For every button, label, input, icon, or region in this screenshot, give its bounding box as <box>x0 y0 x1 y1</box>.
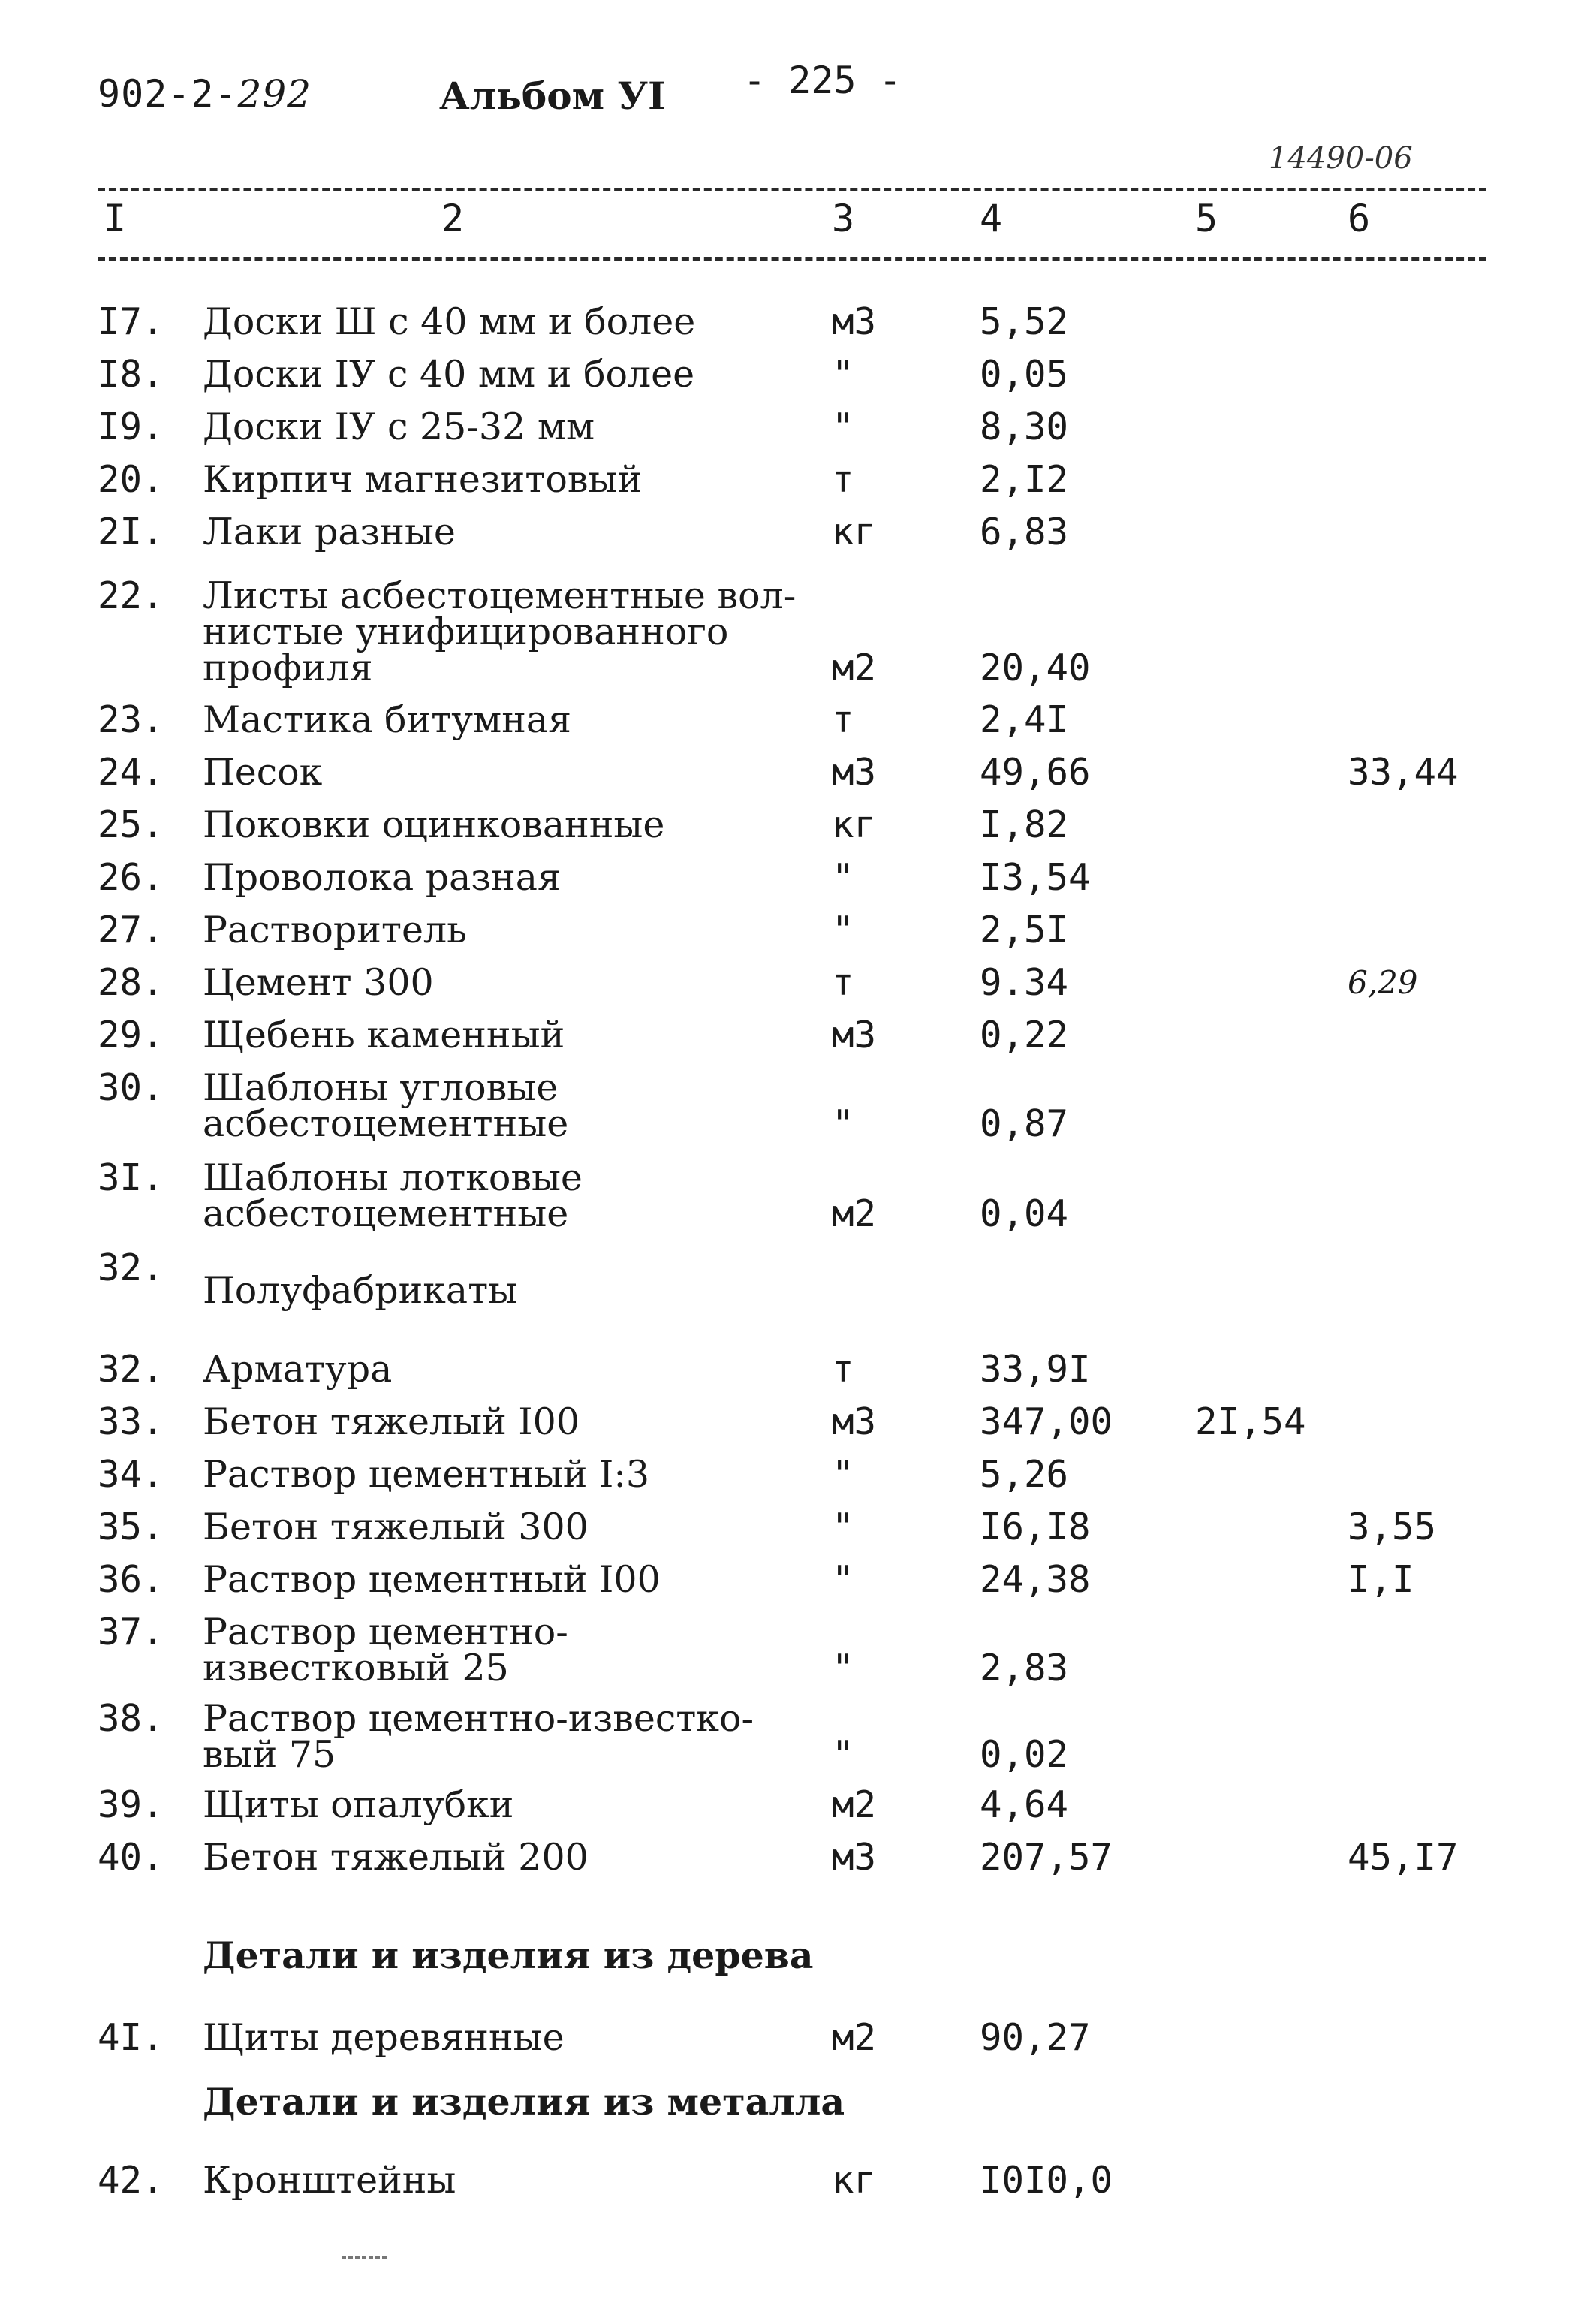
row-number: 40. <box>98 1836 164 1879</box>
row-number: 3I. <box>98 1156 164 1199</box>
material-name: Мастика битумная <box>203 698 572 741</box>
row-number: 39. <box>98 1783 164 1826</box>
material-name: Доски Ш с 40 мм и более <box>203 300 696 343</box>
material-name: Шаблоны угловые асбестоцементные <box>203 1066 569 1145</box>
unit: кг <box>832 2159 877 2202</box>
material-name: Листы асбестоцементные вол- нистые унифицированного профиля <box>203 574 797 689</box>
quantity-col4: I,82 <box>980 803 1069 846</box>
material-name: Арматура <box>203 1348 393 1391</box>
material-name: Бетон тяжелый I00 <box>203 1400 580 1443</box>
table-top-rule <box>98 188 1486 191</box>
column-header-1: I <box>104 197 127 240</box>
row-number: 35. <box>98 1506 164 1548</box>
unit: " <box>832 1453 854 1496</box>
unit: " <box>832 1733 854 1776</box>
section-heading-wood: Детали и изделия из дерева <box>203 1934 814 1977</box>
row-number: 24. <box>98 751 164 794</box>
material-name: Лаки разные <box>203 511 456 553</box>
row-number: 32. <box>98 1246 164 1289</box>
quantity-col4: 9.34 <box>980 961 1069 1004</box>
unit: " <box>832 1647 854 1689</box>
unit: " <box>832 353 854 396</box>
handwritten-note: 14490-06 <box>1269 141 1413 176</box>
material-name: Раствор цементно-известко- вый 75 <box>203 1697 754 1776</box>
column-headers <box>0 197 1578 249</box>
footer-mark <box>342 2256 387 2259</box>
quantity-col4: 20,40 <box>980 647 1091 689</box>
quantity-col4: 347,00 <box>980 1400 1113 1443</box>
material-name: Кронштейны <box>203 2159 456 2202</box>
material-name: Доски IУ с 25-32 мм <box>203 405 595 448</box>
quantity-col4: 2,I2 <box>980 458 1069 501</box>
quantity-col4: 5,26 <box>980 1453 1069 1496</box>
unit: м2 <box>832 1192 877 1235</box>
quantity-col4: 2,4I <box>980 698 1069 741</box>
quantity-col4: I3,54 <box>980 856 1091 899</box>
material-name: Бетон тяжелый 200 <box>203 1836 589 1879</box>
unit: " <box>832 1558 854 1601</box>
quantity-col4: I6,I8 <box>980 1506 1091 1548</box>
quantity-col4: 207,57 <box>980 1836 1113 1879</box>
unit: т <box>832 961 854 1004</box>
material-name: Цемент 300 <box>203 961 434 1004</box>
row-number: 38. <box>98 1697 164 1740</box>
material-name: Щиты деревянные <box>203 2016 565 2059</box>
row-number: 20. <box>98 458 164 501</box>
row-number: 36. <box>98 1558 164 1601</box>
document-code-prefix: 902-2- <box>98 72 238 116</box>
material-name: Бетон тяжелый 300 <box>203 1506 589 1548</box>
quantity-col4: 0,22 <box>980 1014 1069 1057</box>
unit: м2 <box>832 1783 877 1826</box>
quantity-col4: 49,66 <box>980 751 1091 794</box>
quantity-col6: 3,55 <box>1348 1506 1437 1548</box>
column-header-2: 2 <box>441 197 465 240</box>
quantity-col6: I,I <box>1348 1558 1414 1601</box>
page-number: - 225 - <box>743 59 902 102</box>
unit: " <box>832 1102 854 1145</box>
unit: " <box>832 909 854 951</box>
unit: м3 <box>832 1400 877 1443</box>
row-number: 27. <box>98 909 164 951</box>
row-number: 26. <box>98 856 164 899</box>
quantity-col4: 2,5I <box>980 909 1069 951</box>
section-heading-metal: Детали и изделия из металла <box>203 2080 845 2124</box>
row-number: 30. <box>98 1066 164 1109</box>
unit: м2 <box>832 647 877 689</box>
material-name: Щиты опалубки <box>203 1783 514 1826</box>
material-name: Песок <box>203 751 323 794</box>
row-number: 22. <box>98 574 164 617</box>
material-name: Поковки оцинкованные <box>203 803 665 846</box>
unit: м3 <box>832 751 877 794</box>
quantity-col6: 6,29 <box>1348 964 1418 1001</box>
section-heading-semi: Полуфабрикаты <box>203 1269 518 1312</box>
quantity-col4: 5,52 <box>980 300 1069 343</box>
material-name: Растворитель <box>203 909 467 951</box>
unit: " <box>832 856 854 899</box>
column-header-4: 4 <box>980 197 1003 240</box>
quantity-col4: 0,05 <box>980 353 1069 396</box>
row-number: 25. <box>98 803 164 846</box>
document-code <box>98 72 312 116</box>
unit: м3 <box>832 1014 877 1057</box>
row-number: 23. <box>98 698 164 741</box>
quantity-col4: 0,87 <box>980 1102 1069 1145</box>
row-number: 37. <box>98 1611 164 1653</box>
quantity-col4: I0I0,0 <box>980 2159 1113 2202</box>
material-name: Раствор цементный I00 <box>203 1558 661 1601</box>
row-number: I9. <box>98 405 164 448</box>
quantity-col4: 4,64 <box>980 1783 1069 1826</box>
column-header-3: 3 <box>832 197 855 240</box>
table-header-rule <box>98 257 1486 261</box>
material-name: Щебень каменный <box>203 1014 565 1057</box>
quantity-col4: 0,04 <box>980 1192 1069 1235</box>
column-header-6: 6 <box>1348 197 1371 240</box>
quantity-col4: 33,9I <box>980 1348 1091 1391</box>
album-label: Альбом УI <box>439 74 666 118</box>
quantity-col4: 0,02 <box>980 1733 1069 1776</box>
quantity-col4: 2,83 <box>980 1647 1069 1689</box>
material-name: Раствор цементно- известковый 25 <box>203 1611 568 1689</box>
document-code-handwritten: 292 <box>237 72 312 116</box>
row-number: 4I. <box>98 2016 164 2059</box>
row-number: I7. <box>98 300 164 343</box>
row-number: 33. <box>98 1400 164 1443</box>
row-number: 34. <box>98 1453 164 1496</box>
unit: т <box>832 698 854 741</box>
row-number: 32. <box>98 1348 164 1391</box>
unit: м3 <box>832 1836 877 1879</box>
row-number: I8. <box>98 353 164 396</box>
unit: м2 <box>832 2016 877 2059</box>
unit: т <box>832 458 854 501</box>
unit: " <box>832 1506 854 1548</box>
column-header-5: 5 <box>1195 197 1218 240</box>
unit: м3 <box>832 300 877 343</box>
unit: т <box>832 1348 854 1391</box>
quantity-col6: 33,44 <box>1348 751 1459 794</box>
material-name: Шаблоны лотковые асбестоцементные <box>203 1156 583 1235</box>
row-number: 42. <box>98 2159 164 2202</box>
unit: кг <box>832 803 877 846</box>
material-name: Проволока разная <box>203 856 561 899</box>
material-name: Раствор цементный I:3 <box>203 1453 650 1496</box>
quantity-col4: 6,83 <box>980 511 1069 553</box>
row-number: 28. <box>98 961 164 1004</box>
quantity-col4: 8,30 <box>980 405 1069 448</box>
row-number: 2I. <box>98 511 164 553</box>
quantity-col4: 90,27 <box>980 2016 1091 2059</box>
quantity-col4: 24,38 <box>980 1558 1091 1601</box>
material-name: Кирпич магнезитовый <box>203 458 643 501</box>
unit: кг <box>832 511 877 553</box>
unit: " <box>832 405 854 448</box>
row-number: 29. <box>98 1014 164 1057</box>
quantity-col5: 2I,54 <box>1195 1400 1306 1443</box>
material-name: Доски IУ с 40 мм и более <box>203 353 695 396</box>
quantity-col6: 45,I7 <box>1348 1836 1459 1879</box>
